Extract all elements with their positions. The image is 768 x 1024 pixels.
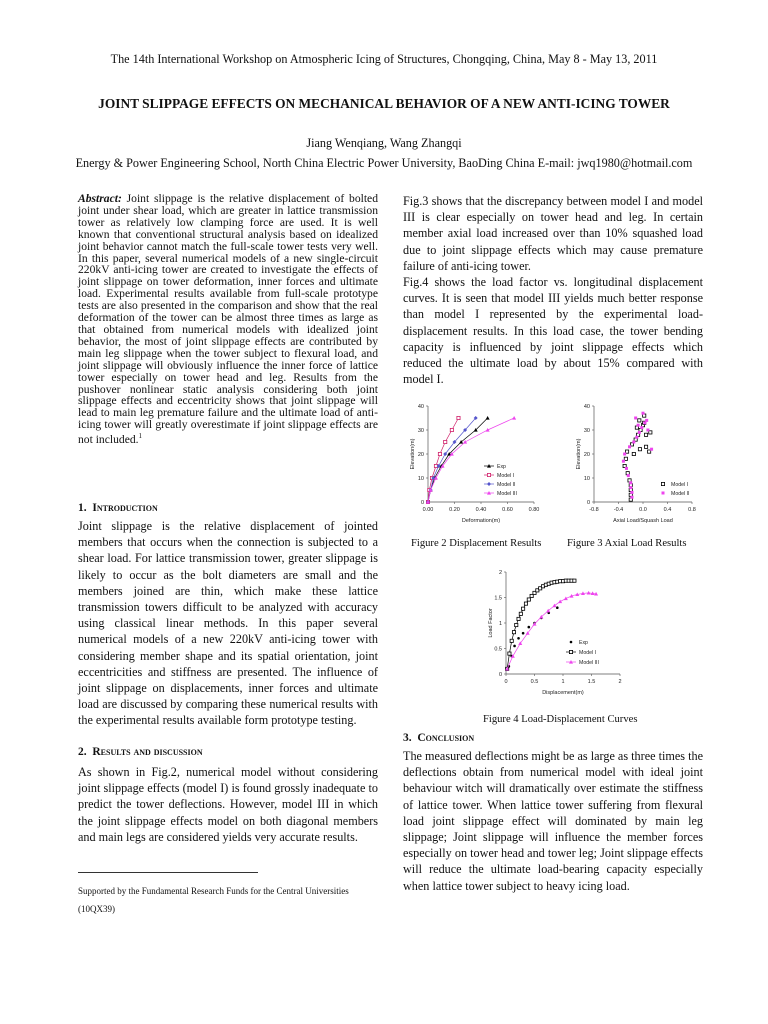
data-point <box>630 496 633 499</box>
x-tick-label: 1.5 <box>587 679 596 685</box>
intro-text: Joint slippage is the relative displacement of jointed members that occurs when the connection is subjected to a shear load. For lattice transmission tower, greater slippage is likely to occur as the bolt diameters are small and the members joined are thin, which make these lattice transmission towers difficult to be analyzed with accuracy using classical linear methods. In this paper several numerical models of a new 220kV anti-icing tower with considering member shape and its spatial orientation, joint eccentricities and stiffness are presented. The influence of joint slippage on displacements, inner forces and ultimate load are discussed by comparing these numerical results with the experimental results available form prototype testing. <box>78 519 378 728</box>
data-point <box>486 428 490 432</box>
data-point <box>522 607 525 610</box>
section-title: Introduction <box>92 502 158 514</box>
data-point <box>638 419 641 422</box>
y-tick-label: 0 <box>420 500 424 506</box>
data-point <box>510 639 513 642</box>
y-tick-label: 1 <box>498 621 502 627</box>
data-point <box>629 481 632 484</box>
x-tick-label: 0.5 <box>530 679 539 685</box>
x-tick-label: 0 <box>504 679 508 685</box>
y-tick-label: 10 <box>583 476 590 482</box>
data-point <box>444 440 447 443</box>
data-point <box>645 419 648 422</box>
y-axis-label: Elevation(m) <box>410 438 416 470</box>
paper-affiliation: Energy & Power Engineering School, North China Electric Power University, BaoDing China E-mail: jwq1980@hotmail.com <box>75 156 693 170</box>
data-point <box>632 452 635 455</box>
x-axis-label: Axial Load/Squash Load <box>613 518 673 524</box>
legend-label: Model I <box>497 473 515 479</box>
data-point <box>558 600 562 604</box>
conference-header: The 14th International Workshop on Atmospheric Icing of Structures, Chongqing, China, May 8 - May 13, 2011 <box>110 52 658 66</box>
x-tick-label: -0.8 <box>589 507 599 513</box>
x-tick-label: 0.60 <box>502 507 513 513</box>
data-point <box>630 491 633 494</box>
results-paragraph-1: As shown in Fig.2, numerical model without considering joint slippage effects (model I) is found grossly inadequate to predict the tower deflections. However, model III in which the joint slippage effects model on both diagonal members and main legs are considered yields very accurate results. <box>78 765 378 844</box>
x-axis-label: Deformation(m) <box>461 518 501 524</box>
section-number: 2. <box>78 746 87 758</box>
x-tick-label: 0.8 <box>688 507 696 513</box>
legend-label: Exp <box>497 464 506 470</box>
data-point <box>642 412 645 415</box>
legend-label: Model III <box>497 491 517 497</box>
data-point <box>644 433 647 436</box>
data-point <box>513 645 516 648</box>
y-axis-label: Load Factor <box>488 608 494 638</box>
data-point <box>522 632 525 635</box>
section-number: 3. <box>403 732 412 744</box>
legend-marker <box>661 482 664 485</box>
legend-marker <box>487 473 490 476</box>
results-paragraph-2: Fig.3 shows that the discrepancy between model I and model III is clear especially on tower head and leg. In certain member axial load increased over than 10% squashed load due to joint slippage effects which may cause premature failure of anti-icing tower. <box>403 194 703 273</box>
abstract-text: Joint slippage is the relative displacement of bolted joint under shear load, which are greater in lattice transmission tower as relatively low clamping force are used. It is well known that conventional structural analysis based on idealized joint behavior cannot match the full-scale tower tests very well. In this paper, several numerical models of a new single-circuit 220kV anti-icing tower are created to investigate the effects of joint slippage on tower deformation, inner forces and ultimate load. Experimental results available from full-scale prototype tests are also presented in the comparison and show that the real deformation of the tower can be almost three times as large as that obtained from numerical models with idealized joint behavior, the most of joint slippage effects are contributed by main leg slippage when the tower subject to flexural load, and joint slippage will obviously influence the inner force of lattice tower especially on tower head and leg. Results from the pushover nonlinear static analysis considering both joint slippage effects and eccentricity shows that joint slippage will lead to main leg premature failure and the ultimate load of anti-icing tower will greatly overestimate if joint slippage effects are not included. <box>78 192 378 446</box>
data-point <box>463 440 467 444</box>
data-point <box>623 453 626 456</box>
data-point <box>512 631 515 634</box>
y-tick-label: 40 <box>583 404 590 410</box>
data-point <box>650 448 653 451</box>
conclusion-text: The measured deflections might be as large as three times the deflections obtain from numerical model with ideal joint behaviour witch will dramatically over estimate the stiffness of lattice tower. When lattice tower suffering from flexural load joint slippage effect will dominated by main leg slippage; Joint slippage will influence the member forces especially on tower head and tower leg; Joint slippage effects will reduce the ultimate load-bearing capacity especially when lattice tower subject to heavy icing load. <box>403 749 703 893</box>
data-point <box>640 426 643 429</box>
figure-4-chart <box>468 562 638 702</box>
data-point <box>512 416 516 420</box>
series-line <box>428 418 488 502</box>
data-point <box>517 617 520 620</box>
data-point <box>564 597 568 601</box>
x-tick-label: -0.4 <box>613 507 624 513</box>
data-point <box>450 428 453 431</box>
legend-label: Model III <box>579 660 599 666</box>
legend-label: Model I <box>579 650 597 656</box>
data-point <box>635 436 638 439</box>
section-heading-intro <box>78 502 158 514</box>
x-tick-label: 2 <box>618 679 622 685</box>
footnote-mark: 1 <box>138 432 143 441</box>
x-tick-label: 0.80 <box>528 507 540 513</box>
y-tick-label: 0 <box>586 500 590 506</box>
data-point <box>573 579 576 582</box>
data-point <box>508 652 511 655</box>
x-tick-label: 0.00 <box>422 507 434 513</box>
x-axis-label: Displacement(m) <box>542 690 584 696</box>
data-point <box>519 612 522 615</box>
data-point <box>644 445 647 448</box>
legend-label: Model II <box>671 491 690 497</box>
data-point <box>457 416 460 419</box>
data-point <box>629 486 632 489</box>
figure-3-caption: Figure 3 Axial Load Results <box>567 538 687 549</box>
figure-2-caption: Figure 2 Displacement Results <box>411 538 542 549</box>
figure-2-chart <box>388 396 564 532</box>
data-point <box>627 474 630 477</box>
footnote: Supported by the Fundamental Research Funds for the Central Universities (10QX39) <box>78 886 349 914</box>
y-tick-label: 0 <box>498 672 502 678</box>
section-heading-results <box>78 746 203 758</box>
series-line <box>507 593 596 669</box>
figure-4-caption: Figure 4 Load-Displacement Curves <box>483 714 638 725</box>
y-axis-label: Elevation(m) <box>576 438 582 470</box>
data-point <box>632 441 635 444</box>
legend-marker <box>569 650 572 653</box>
footnote-rule <box>78 872 258 873</box>
y-tick-label: 30 <box>417 428 424 434</box>
data-point <box>515 623 518 626</box>
y-tick-label: 0.5 <box>494 646 502 653</box>
data-point <box>486 416 490 420</box>
y-tick-label: 2 <box>498 570 502 576</box>
data-point <box>556 606 559 609</box>
legend-label: Model I <box>671 482 689 488</box>
section-title: Results and discussion <box>92 746 203 758</box>
data-point <box>552 604 556 608</box>
data-point <box>524 602 527 605</box>
y-tick-label: 10 <box>417 476 424 482</box>
x-tick-label: 0.0 <box>639 507 647 513</box>
x-tick-label: 0.20 <box>449 507 460 513</box>
x-tick-label: 1 <box>561 679 565 685</box>
y-tick-label: 1.5 <box>494 595 502 602</box>
legend-label: Exp <box>579 640 588 646</box>
series-line <box>428 418 458 502</box>
section-heading-conclusion <box>403 732 474 744</box>
data-point <box>528 626 531 629</box>
data-point <box>517 637 520 640</box>
y-tick-label: 20 <box>583 452 590 458</box>
legend-marker <box>487 482 491 486</box>
paper-title: JOINT SLIPPAGE EFFECTS ON MECHANICAL BEHAVIOR OF A NEW ANTI-ICING TOWER <box>98 96 670 111</box>
data-point <box>646 429 649 432</box>
legend-label: Model II <box>497 482 516 488</box>
abstract <box>78 193 378 446</box>
legend-marker <box>570 641 573 644</box>
data-point <box>625 467 628 470</box>
data-point <box>638 431 641 434</box>
section-number: 1. <box>78 502 87 514</box>
figure-3-chart <box>570 396 710 532</box>
x-tick-label: 0.40 <box>475 507 487 513</box>
y-tick-label: 20 <box>417 452 424 458</box>
paper-authors: Jiang Wenqiang, Wang Zhangqi <box>306 136 462 150</box>
section-title: Conclusion <box>417 732 475 744</box>
y-tick-label: 30 <box>583 428 590 434</box>
data-point <box>622 460 625 463</box>
x-tick-label: 0.4 <box>663 507 672 513</box>
data-point <box>637 424 640 427</box>
data-point <box>638 448 641 451</box>
results-paragraph-3: Fig.4 shows the load factor vs. longitudinal displacement curves. It is seen that model III yields much better response than model I represented by the experimental load-displacement results. In this load case, the tower bending capacity is influenced by joint slippage effects which reduced the ultimate load by about 15% compared with model I. <box>403 275 703 387</box>
data-point <box>628 445 631 448</box>
series-line <box>428 418 514 502</box>
abstract-label: Abstract: <box>78 192 122 205</box>
data-point <box>634 417 637 420</box>
data-point <box>438 452 441 455</box>
legend-marker <box>662 492 665 495</box>
y-tick-label: 40 <box>417 404 424 410</box>
data-point <box>527 598 530 601</box>
